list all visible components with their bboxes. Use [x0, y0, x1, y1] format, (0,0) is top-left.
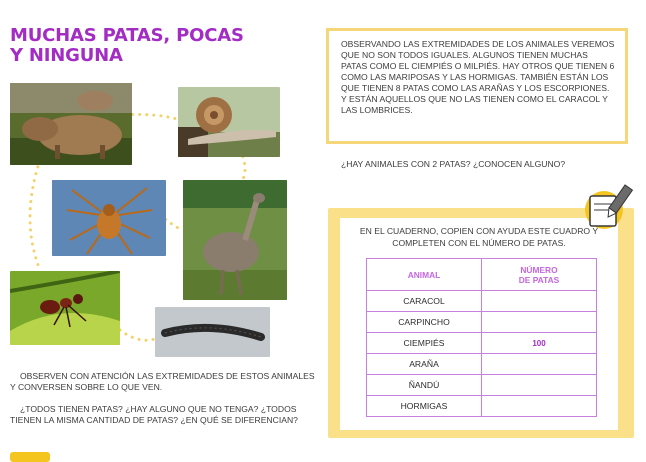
- legs-cell[interactable]: [482, 291, 597, 312]
- animal-cell: ÑANDÚ: [367, 375, 482, 396]
- header-numero-de-patas: [482, 259, 597, 291]
- legs-table: [366, 258, 597, 417]
- header-numero-line1: NÚMERO: [520, 264, 558, 275]
- ant-photo: [10, 271, 120, 345]
- animal-cell: CIEMPIÉS: [367, 333, 482, 354]
- animal-cell: CARACOL: [367, 291, 482, 312]
- activity-instruction: EN EL CUADERNO, COPIEN CON AYUDA ESTE CUADRO Y COMPLETEN CON EL NÚMERO DE PATAS.: [359, 226, 599, 248]
- snail-photo: [178, 87, 280, 157]
- table-header-row: [367, 259, 597, 291]
- header-animal: ANIMAL: [367, 259, 482, 291]
- animal-cell: ARAÑA: [367, 354, 482, 375]
- table-row: [367, 312, 597, 333]
- legs-cell[interactable]: [482, 396, 597, 417]
- table-row: [367, 375, 597, 396]
- table-row: [367, 354, 597, 375]
- info-text: OBSERVANDO LAS EXTREMIDADES DE LOS ANIMALES VEREMOS QUE NO SON TODOS IGUALES. ALGUNOS TIENEN MUCHAS PATAS COMO EL CIEMPIÉS O MILPIÉS. HAY OTROS QUE TIENEN 6 COMO LAS MARIPOSAS Y LAS HORMIGAS. TAMBIÉN ESTÁN LOS QUE TIENEN 8 PATAS COMO LAS ARAÑAS Y LOS ESCORPIONES. Y ESTÁN AQUELLOS QUE NO LAS TIENEN COMO EL CARACOL Y LAS LOMBRICES.: [341, 39, 615, 115]
- page-title: [10, 26, 270, 66]
- header-numero-line2: DE PATAS: [518, 274, 560, 285]
- spider-photo: [52, 180, 166, 256]
- table-row: [367, 333, 597, 354]
- legs-cell[interactable]: 100: [482, 333, 597, 354]
- table-row: [367, 291, 597, 312]
- title-line-1: MUCHAS PATAS, POCAS: [10, 25, 244, 46]
- millipede-photo: [155, 307, 270, 357]
- page-tab-marker: [10, 452, 50, 462]
- two-legs-question: ¿HAY ANIMALES CON 2 PATAS? ¿CONOCEN ALGUNO?: [341, 159, 566, 169]
- animal-cell: CARPINCHO: [367, 312, 482, 333]
- discussion-questions: ¿TODOS TIENEN PATAS? ¿HAY ALGUNO QUE NO TENGA? ¿TODOS TIENEN LA MISMA CANTIDAD DE PATAS? ¿EN QUÉ SE DIFERENCIAN?: [10, 404, 298, 425]
- capybara-photo: [10, 83, 132, 165]
- info-box: [326, 28, 628, 144]
- rhea-photo: [183, 180, 287, 300]
- animal-cell: HORMIGAS: [367, 396, 482, 417]
- title-line-2: Y NINGUNA: [10, 45, 123, 66]
- observation-instruction: OBSERVEN CON ATENCIÓN LAS EXTREMIDADES DE ESTOS ANIMALES Y CONVERSEN SOBRE LO QUE VEN.: [10, 371, 315, 392]
- legs-cell[interactable]: [482, 354, 597, 375]
- legs-cell[interactable]: [482, 375, 597, 396]
- table-row: [367, 396, 597, 417]
- pencil-notebook-icon: [584, 182, 634, 230]
- legs-cell[interactable]: [482, 312, 597, 333]
